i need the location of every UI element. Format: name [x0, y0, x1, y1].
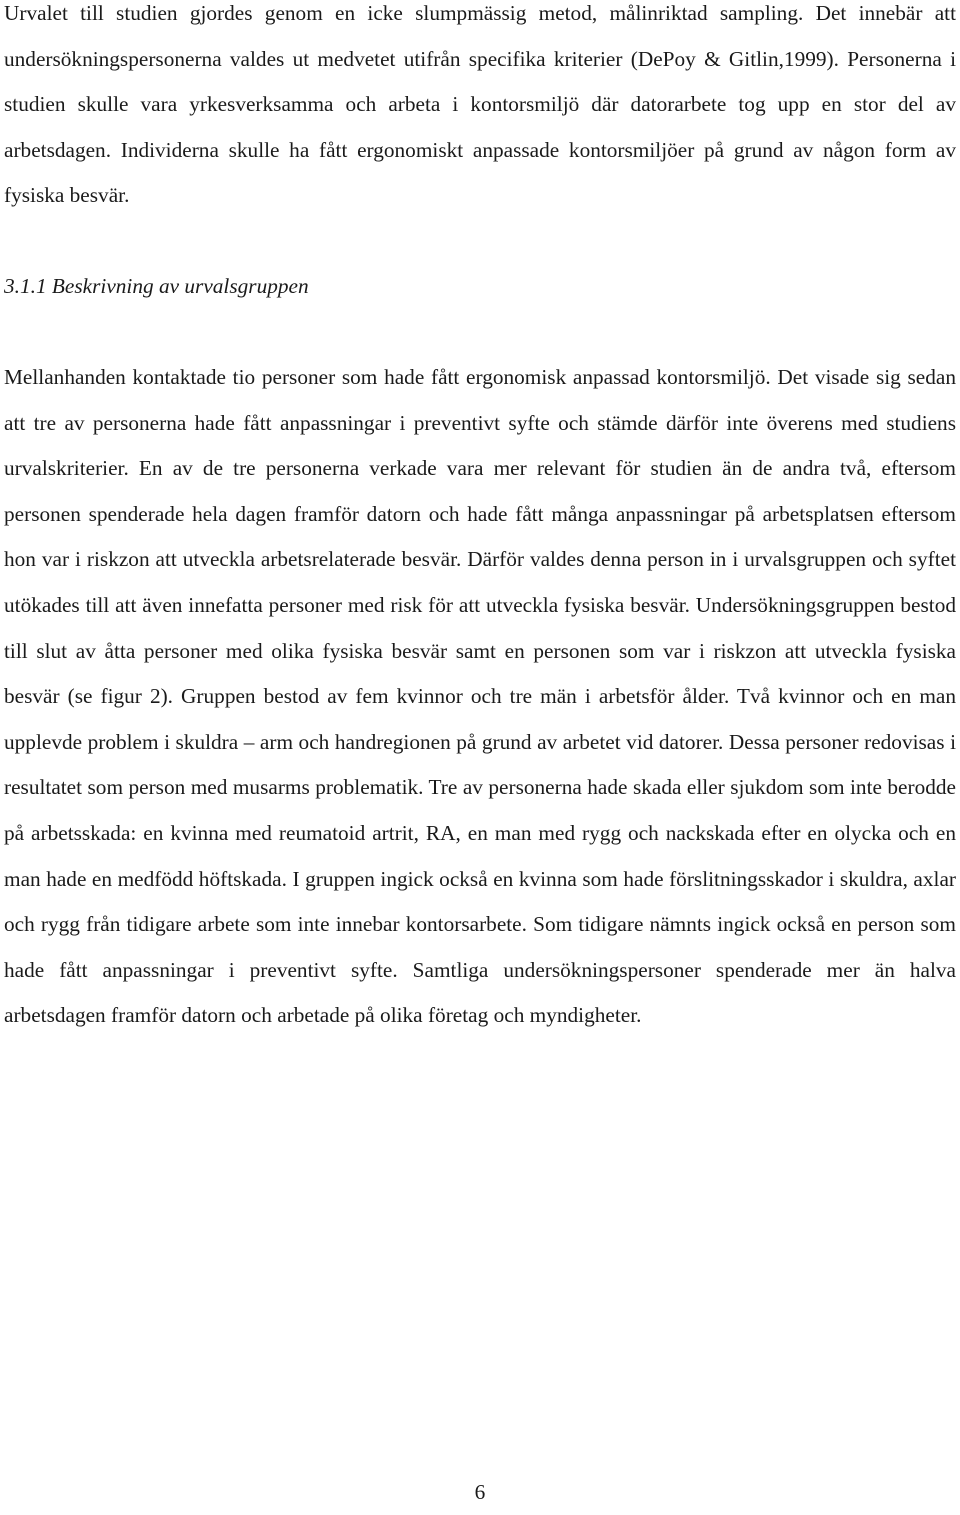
section-heading: 3.1.1 Beskrivning av urvalsgruppen [4, 274, 309, 298]
body-paragraph: Mellanhanden kontaktade tio personer som hade fått ergonomisk anpassad kontorsmiljö. Det visade sig sedan att tre av personerna hade fått anpassningar i preventivt syfte och stämde därför inte överens med studiens urvalskriterier. En av de tre personerna verkade vara mer relevant för studien än de andra två, eftersom personen spenderade hela dagen framför datorn och hade fått många anpassningar på arbetsplatsen eftersom hon var i riskzon att utveckla arbetsrelaterade besvär. Därför valdes denna person in i urvalsgruppen och syftet utökades till att även innefatta personer med risk för att utveckla fysiska besvär. Undersökningsgruppen bestod till slut av åtta personer med olika fysiska besvär samt en personen som var i riskzon att utveckla fysiska besvär (se figur 2). Gruppen bestod av fem kvinnor och tre män i arbetsför ålder. Två kvinnor och en man upplevde problem i skuldra – arm och handregionen på grund av arbetet vid datorer. Dessa personer redovisas i resultatet som person med musarms problematik. Tre av personerna hade skada eller sjukdom som inte berodde på arbetsskada: en kvinna med reumatoid artrit, RA, en man med rygg och nackskada efter en olycka och en man hade en medfödd höftskada. I gruppen ingick också en kvinna som hade förslitningsskador i skuldra, axlar och rygg från tidigare arbete som inte innebar kontorsarbete. Som tidigare nämnts ingick också en person som hade fått anpassningar i preventivt syfte. Samtliga undersökningspersoner spenderade mer än halva arbetsdagen framför datorn och arbetade på olika företag och myndigheter. [4, 365, 956, 1028]
intro-paragraph: Urvalet till studien gjordes genom en icke slumpmässig metod, målinriktad sampling. Det innebär att undersökningspersonerna valdes ut medvetet utifrån specifika kriterier (DePoy & Gitlin,1999). Personerna i studien skulle vara yrkesverksamma och arbeta i kontorsmiljö där datorarbete tog upp en stor del av arbetsdagen. Individerna skulle ha fått ergonomiskt anpassade kontorsmiljöer på grund av någon form av fysiska besvär. [4, 1, 956, 208]
page-number: 6 [474, 1480, 486, 1504]
